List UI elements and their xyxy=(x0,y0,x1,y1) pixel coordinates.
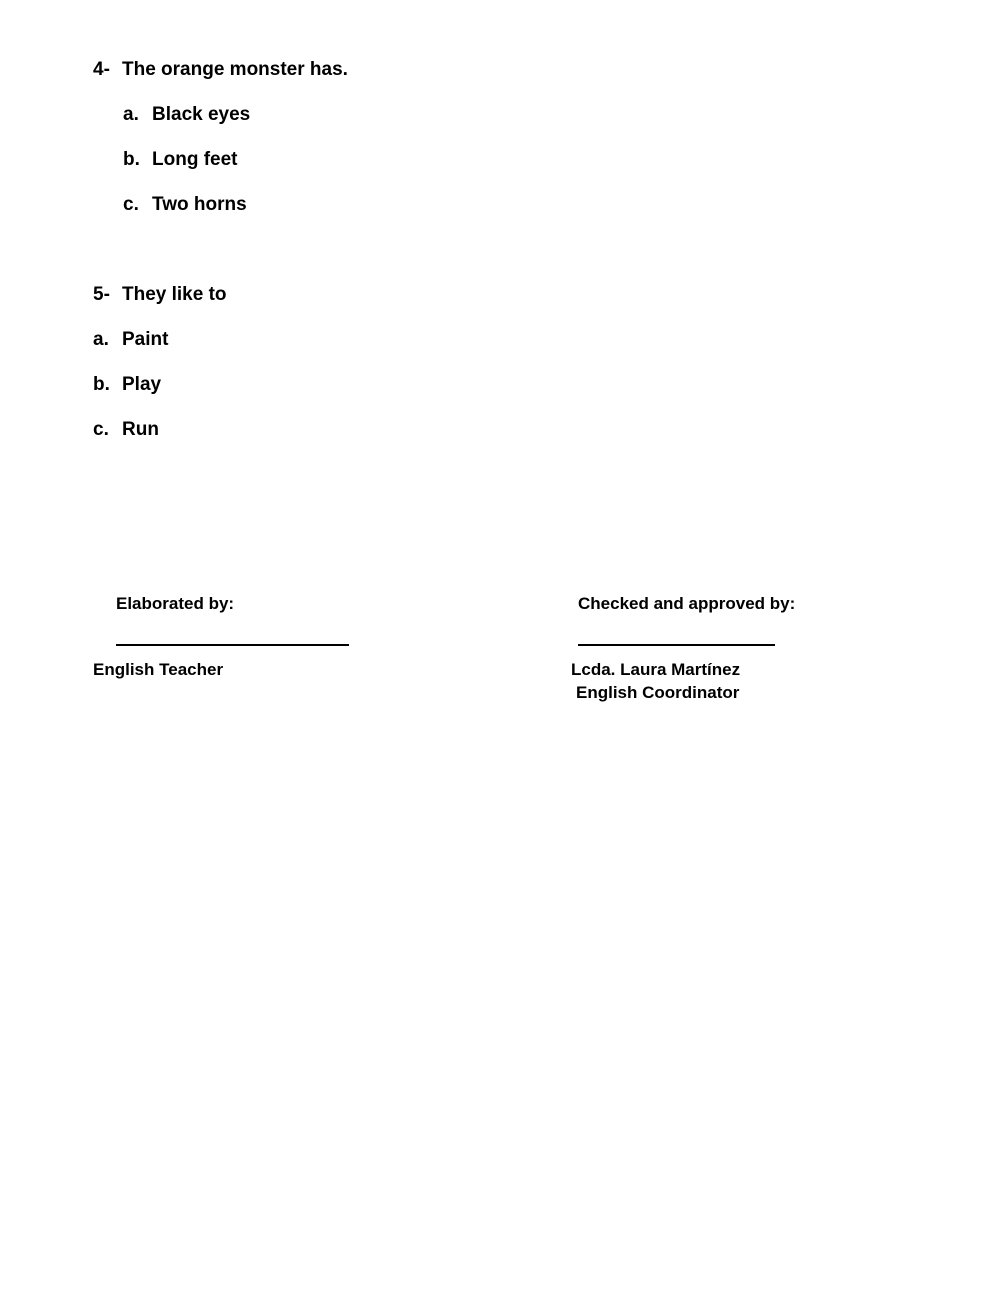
option-5a xyxy=(93,329,168,351)
coordinator-name: Lcda. Laura Martínez xyxy=(571,660,741,679)
option-text: Paint xyxy=(122,329,169,350)
option-text: Run xyxy=(122,419,159,440)
option-letter: b. xyxy=(93,374,110,395)
option-text: Play xyxy=(122,374,162,395)
option-5b xyxy=(93,374,161,396)
option-letter: a. xyxy=(123,104,139,125)
elaborated-by-heading: Elaborated by: xyxy=(116,594,235,613)
option-text: Two horns xyxy=(152,194,247,215)
question-number: 4- xyxy=(93,59,110,80)
signature-line-left xyxy=(116,644,349,646)
question-number: 5- xyxy=(93,284,110,305)
coordinator-role: English Coordinator xyxy=(576,683,740,702)
option-5c xyxy=(93,419,159,441)
option-letter: c. xyxy=(93,419,109,440)
question-text: They like to xyxy=(122,284,227,305)
option-letter: a. xyxy=(93,329,109,350)
question-text: The orange monster has. xyxy=(122,59,348,80)
question-5 xyxy=(93,284,227,306)
option-4a xyxy=(123,104,250,126)
signature-line-right xyxy=(578,644,775,646)
option-4c xyxy=(123,194,247,216)
option-text: Long feet xyxy=(152,149,238,170)
question-4 xyxy=(93,59,348,81)
option-4b xyxy=(123,149,238,171)
option-letter: b. xyxy=(123,149,140,170)
english-teacher-label: English Teacher xyxy=(93,660,224,679)
approved-by-heading: Checked and approved by: xyxy=(578,594,796,613)
option-letter: c. xyxy=(123,194,139,215)
option-text: Black eyes xyxy=(152,104,251,125)
